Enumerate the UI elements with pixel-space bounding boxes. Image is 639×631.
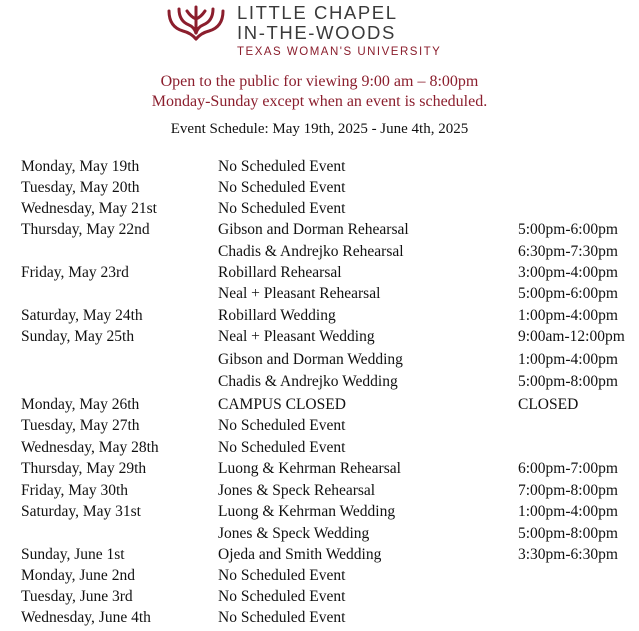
schedule-time: 1:00pm-4:00pm	[518, 307, 618, 324]
schedule-event: No Scheduled Event	[218, 588, 346, 605]
intro-line-1: Open to the public for viewing 9:00 am – 8:00pm	[160, 73, 479, 90]
schedule-time: 5:00pm-6:00pm	[518, 221, 618, 238]
brand-wordmark	[237, 3, 441, 60]
schedule-date: Wednesday, June 4th	[21, 609, 151, 626]
schedule-event: No Scheduled Event	[218, 200, 346, 217]
schedule-date: Thursday, May 29th	[21, 460, 147, 477]
schedule-row	[0, 305, 639, 327]
schedule-row	[0, 156, 639, 178]
schedule-date: Sunday, June 1st	[21, 546, 125, 563]
intro-text	[0, 72, 639, 112]
schedule-row	[0, 349, 639, 371]
schedule-event: Jones & Speck Wedding	[218, 525, 370, 542]
schedule-row	[0, 371, 639, 393]
brand-line-3: TEXAS WOMAN'S UNIVERSITY	[237, 46, 442, 58]
schedule-event: Chadis & Andrejko Wedding	[218, 373, 398, 390]
schedule-date: Monday, June 2nd	[21, 567, 135, 584]
brand-line-2: IN-THE-WOODS	[237, 22, 396, 43]
header	[0, 0, 639, 62]
schedule-event: CAMPUS CLOSED	[218, 396, 346, 413]
schedule-date: Tuesday, May 20th	[21, 179, 140, 196]
schedule-date: Friday, May 23rd	[21, 264, 129, 281]
schedule-row	[0, 394, 639, 416]
schedule-row	[0, 241, 639, 263]
schedule-event: Neal + Pleasant Rehearsal	[218, 285, 381, 302]
schedule-date: Saturday, May 24th	[21, 307, 143, 324]
schedule-event: Ojeda and Smith Wedding	[218, 546, 382, 563]
schedule-date: Tuesday, May 27th	[21, 417, 140, 434]
schedule-row	[0, 607, 639, 629]
schedule-date: Monday, May 26th	[21, 396, 140, 413]
schedule-row	[0, 326, 639, 348]
schedule-time: 3:30pm-6:30pm	[518, 546, 618, 563]
schedule-time: 1:00pm-4:00pm	[518, 503, 618, 520]
schedule-time: 5:00pm-8:00pm	[518, 373, 618, 390]
schedule-event: Gibson and Dorman Wedding	[218, 351, 403, 368]
schedule-row	[0, 458, 639, 480]
schedule-row	[0, 437, 639, 459]
twu-tulip-logo-icon	[165, 5, 227, 41]
schedule-event: Luong & Kehrman Rehearsal	[218, 460, 401, 477]
schedule-row	[0, 177, 639, 199]
schedule-time: 9:00am-12:00pm	[518, 328, 625, 345]
schedule-row	[0, 501, 639, 523]
schedule-row	[0, 523, 639, 545]
schedule-title: Event Schedule: May 19th, 2025 - June 4th, 2025	[170, 121, 469, 137]
schedule-time: 6:30pm-7:30pm	[518, 243, 618, 260]
schedule-event: Robillard Rehearsal	[218, 264, 342, 281]
schedule-time: 6:00pm-7:00pm	[518, 460, 618, 477]
schedule-time: 5:00pm-6:00pm	[518, 285, 618, 302]
schedule-date: Sunday, May 25th	[21, 328, 135, 345]
schedule-row	[0, 480, 639, 502]
schedule-row	[0, 262, 639, 284]
schedule-time: CLOSED	[518, 396, 579, 413]
schedule-event: No Scheduled Event	[218, 158, 346, 175]
intro-line-2: Monday-Sunday except when an event is scheduled.	[151, 93, 488, 110]
schedule-date: Friday, May 30th	[21, 482, 129, 499]
schedule-time: 5:00pm-8:00pm	[518, 525, 618, 542]
schedule-row	[0, 219, 639, 241]
schedule-event: Neal + Pleasant Wedding	[218, 328, 375, 345]
schedule-row	[0, 415, 639, 437]
schedule-row	[0, 565, 639, 587]
schedule-event: Robillard Wedding	[218, 307, 336, 324]
brand-line-1: LITTLE CHAPEL	[237, 2, 398, 23]
schedule-event: No Scheduled Event	[218, 179, 346, 196]
schedule-date: Tuesday, June 3rd	[21, 588, 133, 605]
schedule-date: Saturday, May 31st	[21, 503, 141, 520]
schedule-time: 1:00pm-4:00pm	[518, 351, 618, 368]
schedule-event: No Scheduled Event	[218, 439, 346, 456]
schedule-row	[0, 544, 639, 566]
schedule-event: No Scheduled Event	[218, 567, 346, 584]
schedule-event: No Scheduled Event	[218, 609, 346, 626]
schedule-row	[0, 198, 639, 220]
schedule-event: Gibson and Dorman Rehearsal	[218, 221, 409, 238]
schedule-date: Wednesday, May 21st	[21, 200, 157, 217]
schedule-time: 7:00pm-8:00pm	[518, 482, 618, 499]
schedule-time: 3:00pm-4:00pm	[518, 264, 618, 281]
schedule-event: Jones & Speck Rehearsal	[218, 482, 376, 499]
schedule-row	[0, 283, 639, 305]
schedule-date: Thursday, May 22nd	[21, 221, 150, 238]
schedule-row	[0, 586, 639, 608]
schedule-event: Luong & Kehrman Wedding	[218, 503, 396, 520]
schedule-date: Monday, May 19th	[21, 158, 140, 175]
schedule-event: No Scheduled Event	[218, 417, 346, 434]
schedule-event: Chadis & Andrejko Rehearsal	[218, 243, 404, 260]
schedule-date: Wednesday, May 28th	[21, 439, 159, 456]
